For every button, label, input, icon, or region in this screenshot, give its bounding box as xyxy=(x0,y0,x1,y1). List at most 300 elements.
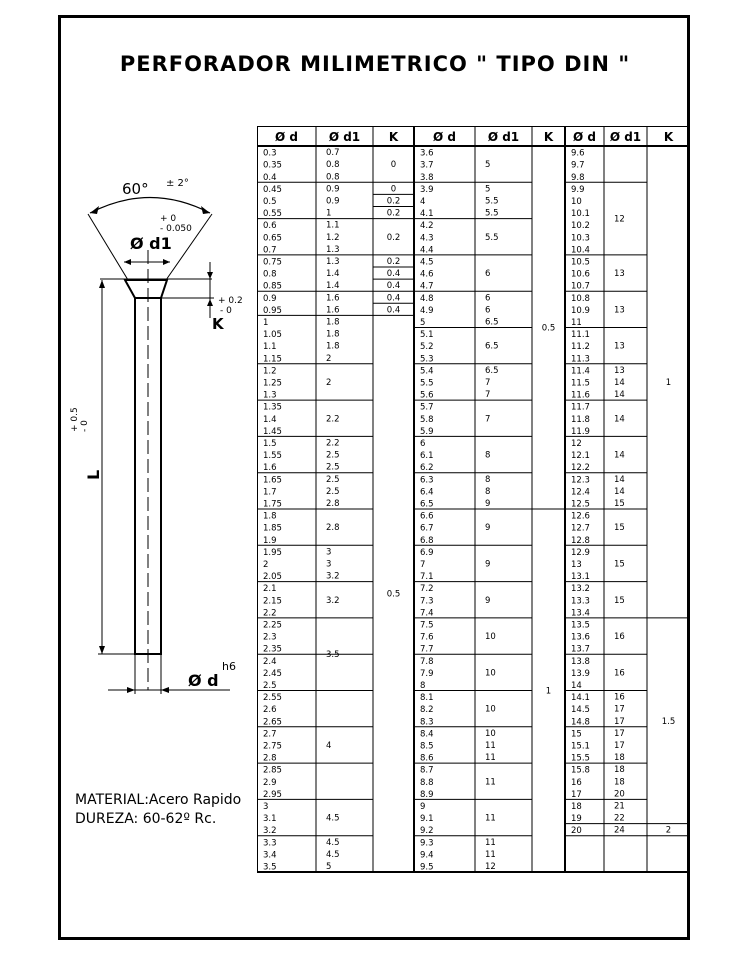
table-cell-d: 7.1 xyxy=(420,572,434,583)
table-cell-d: 17 xyxy=(571,789,582,800)
table-cell-d: 16 xyxy=(571,777,582,788)
angle-arrow-left xyxy=(90,206,99,214)
table-cell-d: 3.9 xyxy=(420,184,434,195)
table-cell-d1: 6.5 xyxy=(485,317,499,328)
l-tolerance-upper: + 0.5 xyxy=(70,407,80,432)
table-cell-d: 2.15 xyxy=(263,596,282,607)
table-cell-d1: 24 xyxy=(614,825,625,836)
table-cell-d: 14.5 xyxy=(571,705,590,716)
table-cell-d: 1.8 xyxy=(263,511,277,522)
table-cell-d1: 8 xyxy=(485,474,491,485)
table-cell-d1: 2.5 xyxy=(326,450,340,461)
table-cell-d1: 10 xyxy=(485,632,496,643)
table-cell-d: 0.75 xyxy=(263,257,282,268)
table-cell-d: 13.9 xyxy=(571,668,590,679)
table-cell-d: 11.2 xyxy=(571,342,590,353)
table-cell-d1: 10 xyxy=(485,728,496,739)
table-cell-d: 11.6 xyxy=(571,390,590,401)
table-cell-d: 1.3 xyxy=(263,390,277,401)
table-cell-k: 0.2 xyxy=(386,232,401,243)
table-cell-d: 6.5 xyxy=(420,499,434,510)
table-cell-d: 13.8 xyxy=(571,656,590,667)
table-cell-d1: 5 xyxy=(326,861,332,872)
table-cell-d1: 10 xyxy=(485,704,496,715)
l-label: L xyxy=(84,469,103,480)
table-cell-d: 2.95 xyxy=(263,789,282,800)
table-cell-d: 1.45 xyxy=(263,426,282,437)
table-cell-k: 0.4 xyxy=(386,269,401,280)
d1-tolerance-upper: + 0 xyxy=(160,214,177,224)
table-cell-d: 0.6 xyxy=(263,221,277,232)
table-cell-d: 2.4 xyxy=(263,656,277,667)
table-cell-d: 6.2 xyxy=(420,463,434,474)
table-cell-d1: 11 xyxy=(485,753,496,764)
table-cell-d: 7 xyxy=(420,560,426,570)
table-cell-d: 2.2 xyxy=(263,608,277,619)
table-cell-d: 6.8 xyxy=(420,535,434,546)
table-cell-d: 5.4 xyxy=(420,366,434,377)
table-cell-d: 1.85 xyxy=(263,523,282,534)
table-cell-d: 3.4 xyxy=(263,850,277,861)
table-cell-d: 5.9 xyxy=(420,426,434,437)
table-cell-d: 12.4 xyxy=(571,487,590,498)
table-cell-d1: 2.5 xyxy=(326,462,340,473)
table-cell-d: 1.1 xyxy=(263,342,277,353)
table-cell-k: 0 xyxy=(390,184,397,195)
table-cell-d: 4.9 xyxy=(420,305,434,316)
table-cell-d: 10.5 xyxy=(571,257,590,268)
table-cell-d1: 11 xyxy=(485,837,496,848)
table-cell-d: 7.6 xyxy=(420,632,434,643)
hardness-line: DUREZA: 60-62º Rc. xyxy=(75,811,217,827)
table-cell-d1: 1.2 xyxy=(326,232,340,243)
table-cell-d1: 16 xyxy=(614,632,625,643)
table-cell-d: 8.9 xyxy=(420,789,434,800)
table-cell-d: 2.5 xyxy=(263,681,277,691)
table-cell-d1: 1.1 xyxy=(326,220,340,231)
table-header-cell: Ø d xyxy=(433,130,456,144)
table-cell-d: 14 xyxy=(571,681,582,691)
table-cell-d: 0.55 xyxy=(263,209,282,220)
table-cell-d: 9.6 xyxy=(571,148,585,159)
table-cell-d: 15.5 xyxy=(571,753,590,764)
table-cell-d1: 14 xyxy=(614,486,625,497)
table-header-cell: Ø d1 xyxy=(487,130,520,144)
table-cell-d: 3.2 xyxy=(263,826,277,837)
table-cell-d: 4.5 xyxy=(420,257,434,268)
angle-label: 60° xyxy=(122,180,149,198)
table-cell-d1: 14 xyxy=(614,474,625,485)
table-cell-d: 18 xyxy=(571,802,582,812)
table-cell-d1: 1.6 xyxy=(326,305,340,316)
table-cell-d1: 4 xyxy=(326,740,332,751)
table-cell-d: 4.8 xyxy=(420,293,434,304)
d1-arrow-right xyxy=(163,259,170,265)
table-cell-d: 1.6 xyxy=(263,463,277,474)
table-cell-k: 0.2 xyxy=(386,256,401,267)
table-cell-d: 8.6 xyxy=(420,753,434,764)
table-cell-d: 15.8 xyxy=(571,765,590,776)
table-cell-d1: 8 xyxy=(485,450,491,461)
table-cell-d: 1.2 xyxy=(263,366,277,377)
table-cell-d1: 12 xyxy=(485,861,496,872)
table-cell-d1: 15 xyxy=(614,523,625,534)
table-cell-d: 10.4 xyxy=(571,245,590,256)
table-cell-d1: 17 xyxy=(614,716,625,727)
angle-arc xyxy=(90,198,210,214)
table-cell-d: 5.2 xyxy=(420,342,434,353)
table-cell-d1: 8 xyxy=(485,486,491,497)
table-cell-d1: 7 xyxy=(485,390,491,401)
table-cell-d1: 16 xyxy=(614,692,625,703)
table-cell-d1: 9 xyxy=(485,523,491,534)
table-cell-d: 6.7 xyxy=(420,523,434,534)
table-cell-d: 4.2 xyxy=(420,221,434,232)
table-cell-d: 1.95 xyxy=(263,547,282,558)
table-cell-k: 0.4 xyxy=(386,305,401,316)
table-cell-d: 1.25 xyxy=(263,378,282,389)
table-cell-d1: 1.3 xyxy=(326,244,340,255)
k-label: K xyxy=(212,315,224,333)
table-cell-d: 12.8 xyxy=(571,535,590,546)
table-cell-d: 13.4 xyxy=(571,608,590,619)
table-cell-d: 12.1 xyxy=(571,451,590,462)
punch-head xyxy=(125,280,167,298)
table-cell-d: 9 xyxy=(420,802,426,812)
table-cell-d: 4.3 xyxy=(420,233,434,244)
table-cell-d: 7.3 xyxy=(420,596,434,607)
d1-arrow-left xyxy=(124,259,131,265)
table-cell-d: 3 xyxy=(263,802,269,812)
table-cell-d1: 2 xyxy=(326,377,332,388)
d-arrow-right xyxy=(161,687,169,693)
table-cell-d1: 15 xyxy=(614,595,625,606)
table-cell-d: 0.9 xyxy=(263,293,277,304)
table-cell-d1: 14 xyxy=(614,450,625,461)
table-cell-d: 2.1 xyxy=(263,584,277,595)
table-cell-d: 11.1 xyxy=(571,330,590,341)
table-cell-d: 2.75 xyxy=(263,741,282,752)
table-cell-d: 4.4 xyxy=(420,245,434,256)
table-cell-d1: 18 xyxy=(614,753,625,764)
table-cell-d: 2.55 xyxy=(263,693,282,704)
table-cell-d: 8 xyxy=(420,681,426,691)
table-cell-d1: 2.8 xyxy=(326,498,340,509)
table-cell-d1: 18 xyxy=(614,765,625,776)
table-cell-d: 12.2 xyxy=(571,463,590,474)
table-cell-d: 14.8 xyxy=(571,717,590,728)
table-cell-d: 1.15 xyxy=(263,354,282,365)
table-cell-d1: 0.9 xyxy=(326,196,340,207)
table-cell-d: 9.2 xyxy=(420,826,434,837)
table-cell-d1: 2.2 xyxy=(326,438,340,449)
table-cell-d1: 2.5 xyxy=(326,486,340,497)
table-cell-d1: 9 xyxy=(485,498,491,509)
table-cell-d: 0.3 xyxy=(263,148,277,159)
table-cell-k: 1 xyxy=(665,377,672,388)
table-cell-d: 2.05 xyxy=(263,572,282,583)
table-cell-d: 12.7 xyxy=(571,523,590,534)
table-cell-d1: 11 xyxy=(485,740,496,751)
table-cell-d: 8.8 xyxy=(420,777,434,788)
table-cell-d1: 17 xyxy=(614,740,625,751)
table-cell-d: 9.8 xyxy=(571,172,585,183)
table-cell-d: 0.4 xyxy=(263,172,277,183)
table-cell-d: 7.8 xyxy=(420,656,434,667)
table-cell-k: 1.5 xyxy=(661,716,676,727)
table-cell-d: 2.35 xyxy=(263,644,282,655)
table-cell-d1: 0.8 xyxy=(326,160,340,171)
table-cell-d: 9.9 xyxy=(571,184,585,195)
table-cell-d: 8.2 xyxy=(420,705,434,716)
table-cell-d: 2.65 xyxy=(263,717,282,728)
table-cell-d: 14.1 xyxy=(571,693,590,704)
table-cell-d1: 1.4 xyxy=(326,281,340,292)
k-arrow-bottom xyxy=(207,299,213,306)
table-cell-k: 0.4 xyxy=(386,293,401,304)
table-header-cell: K xyxy=(663,130,674,144)
table-cell-d: 12.3 xyxy=(571,475,590,486)
table-cell-d: 13.3 xyxy=(571,596,590,607)
table-header-cell: K xyxy=(388,130,399,144)
table-cell-d: 11.8 xyxy=(571,414,590,425)
table-cell-d: 6.4 xyxy=(420,487,434,498)
table-cell-d: 13.6 xyxy=(571,632,590,643)
table-cell-d: 0.7 xyxy=(263,245,277,256)
table-cell-d: 9.1 xyxy=(420,814,434,825)
table-cell-d: 2.85 xyxy=(263,765,282,776)
table-cell-d: 1.75 xyxy=(263,499,282,510)
table-cell-k: 0.4 xyxy=(386,281,401,292)
table-cell-d1: 9 xyxy=(485,559,491,570)
table-cell-d1: 1.8 xyxy=(326,341,340,352)
table-cell-d1: 15 xyxy=(614,498,625,509)
table-cell-d: 0.85 xyxy=(263,281,282,292)
table-cell-d: 11 xyxy=(571,318,582,328)
table-cell-d: 12.5 xyxy=(571,499,590,510)
table-cell-d: 2.9 xyxy=(263,777,277,788)
table-cell-d1: 13 xyxy=(614,341,625,352)
table-cell-d: 10.2 xyxy=(571,221,590,232)
table-cell-d1: 6 xyxy=(485,293,491,304)
table-cell-d1: 9 xyxy=(485,595,491,606)
table-header-cell: Ø d1 xyxy=(328,130,361,144)
table-cell-d1: 5 xyxy=(485,160,491,171)
table-cell-d: 8.7 xyxy=(420,765,434,776)
table-cell-d: 4.1 xyxy=(420,209,434,220)
table-cell-d: 6.1 xyxy=(420,451,434,462)
table-cell-d: 3.3 xyxy=(263,838,277,849)
table-cell-d1: 1.8 xyxy=(326,317,340,328)
table-cell-d: 9.5 xyxy=(420,862,434,873)
table-cell-d1: 14 xyxy=(614,414,625,425)
table-cell-d1: 16 xyxy=(614,668,625,679)
table-cell-d: 2.6 xyxy=(263,705,277,716)
table-cell-d1: 1.3 xyxy=(326,256,340,267)
table-cell-d: 7.9 xyxy=(420,668,434,679)
dimensions-table xyxy=(257,126,690,883)
table-cell-d1: 22 xyxy=(614,813,625,824)
table-cell-d1: 13 xyxy=(614,305,625,316)
table-cell-d: 8.3 xyxy=(420,717,434,728)
table-cell-d: 11.3 xyxy=(571,354,590,365)
table-cell-d1: 2.2 xyxy=(326,414,340,425)
table-cell-d: 11.5 xyxy=(571,378,590,389)
table-cell-d1: 1.6 xyxy=(326,293,340,304)
table-cell-d: 20 xyxy=(571,826,582,837)
table-cell-d: 1.4 xyxy=(263,414,277,425)
table-cell-d: 13.5 xyxy=(571,620,590,631)
table-cell-d: 5 xyxy=(420,318,426,328)
table-cell-d: 7.5 xyxy=(420,620,434,631)
l-arrow-top xyxy=(99,280,105,288)
table-cell-d: 6.6 xyxy=(420,511,434,522)
table-cell-d1: 4.5 xyxy=(326,849,340,860)
k-arrow-top xyxy=(207,272,213,279)
table-cell-d1: 18 xyxy=(614,777,625,788)
k-tolerance-lower: - 0 xyxy=(220,306,232,316)
table-cell-d: 13.7 xyxy=(571,644,590,655)
table-cell-d1: 12 xyxy=(614,214,625,225)
table-cell-d1: 3.5 xyxy=(326,650,340,661)
cone-extension-left xyxy=(88,214,128,280)
table-cell-d: 8.5 xyxy=(420,741,434,752)
table-cell-d1: 20 xyxy=(614,789,625,800)
d-fit-label: h6 xyxy=(222,660,236,673)
table-cell-d: 1.65 xyxy=(263,475,282,486)
table-cell-d1: 11 xyxy=(485,849,496,860)
table-cell-d: 1.5 xyxy=(263,439,277,449)
table-cell-d: 13.2 xyxy=(571,584,590,595)
table-cell-d1: 0.7 xyxy=(326,148,340,159)
table-cell-k: 0 xyxy=(390,160,397,171)
table-cell-d: 10.8 xyxy=(571,293,590,304)
d1-tolerance-lower: - 0.050 xyxy=(160,224,192,234)
table-cell-d: 0.5 xyxy=(263,197,277,207)
table-cell-d1: 17 xyxy=(614,704,625,715)
table-cell-d1: 2.8 xyxy=(326,523,340,534)
table-cell-d1: 3 xyxy=(326,547,332,558)
table-cell-d: 5.5 xyxy=(420,378,434,389)
table-cell-d: 1 xyxy=(263,318,269,328)
table-cell-d1: 2.5 xyxy=(326,474,340,485)
table-cell-d1: 6 xyxy=(485,269,491,280)
table-cell-d: 8.1 xyxy=(420,693,434,704)
table-cell-d: 13.1 xyxy=(571,572,590,583)
page-title: PERFORADOR MILIMETRICO " TIPO DIN " xyxy=(119,52,631,76)
table-cell-d: 15.1 xyxy=(571,741,590,752)
table-cell-d: 2.45 xyxy=(263,668,282,679)
table-cell-d: 7.7 xyxy=(420,644,434,655)
table-cell-d: 10.6 xyxy=(571,269,590,280)
table-cell-d1: 21 xyxy=(614,801,625,812)
l-arrow-bottom xyxy=(99,646,105,654)
angle-arrow-right xyxy=(201,206,210,214)
table-cell-d: 7.2 xyxy=(420,584,434,595)
material-notes xyxy=(75,791,241,829)
table-cell-d: 8.4 xyxy=(420,729,434,740)
table-cell-d: 1.05 xyxy=(263,330,282,341)
table-cell-d: 1.35 xyxy=(263,402,282,413)
table-cell-d1: 14 xyxy=(614,377,625,388)
table-cell-d1: 3 xyxy=(326,559,332,570)
table-cell-k: 1 xyxy=(545,686,552,697)
table-cell-d: 10.1 xyxy=(571,209,590,220)
table-cell-d1: 1.4 xyxy=(326,269,340,280)
table-cell-d: 10.3 xyxy=(571,233,590,244)
table-header-cell: K xyxy=(543,130,554,144)
table-cell-d: 0.65 xyxy=(263,233,282,244)
table-cell-d: 5.3 xyxy=(420,354,434,365)
table-cell-d1: 4.5 xyxy=(326,813,340,824)
table-cell-d: 4 xyxy=(420,197,426,207)
table-cell-k: 0.5 xyxy=(386,589,401,600)
table-header-cell: Ø d xyxy=(573,130,596,144)
table-cell-d1: 13 xyxy=(614,269,625,280)
k-tolerance-upper: + 0.2 xyxy=(218,296,243,306)
table-cell-d: 4.6 xyxy=(420,269,434,280)
table-cell-d1: 10 xyxy=(485,668,496,679)
table-cell-d: 11.7 xyxy=(571,402,590,413)
table-cell-d: 1.55 xyxy=(263,451,282,462)
table-cell-d: 5.8 xyxy=(420,414,434,425)
table-cell-d: 12.6 xyxy=(571,511,590,522)
table-cell-d: 3.7 xyxy=(420,160,434,171)
table-cell-d1: 11 xyxy=(485,813,496,824)
table-cell-d1: 5 xyxy=(485,184,491,195)
table-cell-d: 1.7 xyxy=(263,487,277,498)
table-cell-d: 3.1 xyxy=(263,814,277,825)
table-cell-d: 9.4 xyxy=(420,850,434,861)
table-cell-d1: 1 xyxy=(326,208,332,219)
table-cell-d: 0.8 xyxy=(263,269,277,280)
angle-tolerance: ± 2° xyxy=(166,178,189,189)
dimensions-table-svg xyxy=(257,126,690,879)
table-cell-d1: 0.8 xyxy=(326,172,340,183)
table-cell-d: 6 xyxy=(420,439,426,449)
table-cell-d: 2.3 xyxy=(263,632,277,643)
table-cell-d: 3.6 xyxy=(420,148,434,159)
table-cell-d: 15 xyxy=(571,729,582,740)
d-label: Ø d xyxy=(188,671,219,690)
table-cell-d: 3.5 xyxy=(263,862,277,873)
table-cell-d: 12 xyxy=(571,439,582,449)
table-cell-d: 0.95 xyxy=(263,305,282,316)
table-cell-d1: 4.5 xyxy=(326,837,340,848)
table-cell-d1: 6.5 xyxy=(485,365,499,376)
table-cell-d: 5.7 xyxy=(420,402,434,413)
table-cell-d1: 15 xyxy=(614,559,625,570)
table-cell-d1: 7 xyxy=(485,377,491,388)
table-cell-d: 2.8 xyxy=(263,753,277,764)
table-cell-d: 10.7 xyxy=(571,281,590,292)
table-cell-d: 10 xyxy=(571,197,582,207)
table-cell-k: 2 xyxy=(665,825,672,836)
table-cell-k: 0.2 xyxy=(386,208,401,219)
table-cell-d1: 11 xyxy=(485,777,496,788)
table-cell-d: 9.7 xyxy=(571,160,585,171)
table-cell-d1: 5.5 xyxy=(485,232,499,243)
table-cell-d: 6.3 xyxy=(420,475,434,486)
table-cell-d1: 1.8 xyxy=(326,329,340,340)
table-cell-d: 2 xyxy=(263,560,269,570)
table-cell-d: 2.7 xyxy=(263,729,277,740)
table-cell-d: 13 xyxy=(571,560,582,570)
table-cell-d: 7.4 xyxy=(420,608,434,619)
table-cell-d: 9.3 xyxy=(420,838,434,849)
table-cell-d: 10.9 xyxy=(571,305,590,316)
table-cell-d: 4.7 xyxy=(420,281,434,292)
